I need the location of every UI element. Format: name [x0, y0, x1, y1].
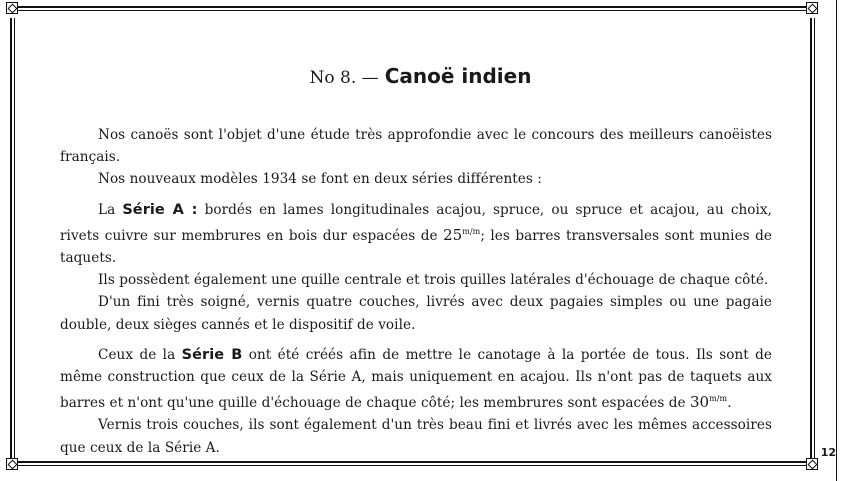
- paragraph-serie-a: [60, 199, 772, 270]
- serie-a-spacing-unit: m/m: [462, 226, 481, 236]
- corner-ornament-top-right: [806, 2, 818, 14]
- paragraph-intro: Nos canoës sont l'objet d'une étude très approfondie avec le concours des meilleurs canoëistes français.: [60, 127, 772, 166]
- serie-a-tail: ; les barres transversales sont munies de taquets.: [60, 227, 773, 267]
- frame-top-line: [18, 6, 810, 8]
- serie-a-spacing: [443, 226, 480, 244]
- paragraph-serie-b: [60, 344, 772, 415]
- corner-ornament-bottom-right: [806, 458, 818, 470]
- frame-bottom-line-inner: [18, 465, 810, 466]
- serie-a-spacing-value: 25: [443, 225, 463, 244]
- paragraph-serie-b-finish: Vernis trois couches, ils sont également d'un très beau fini et livrés avec les mêmes accessoires que ceux de la Série A.: [60, 417, 772, 456]
- serie-b-spacing-unit: m/m: [709, 394, 728, 404]
- serie-b-spacing-value: 30: [689, 393, 710, 412]
- serie-b-tail: .: [727, 395, 732, 412]
- serie-b-spacing: [690, 393, 727, 411]
- serie-b-label: Série B: [181, 346, 243, 363]
- paragraph-finish: D'un fini très soigné, vernis quatre couches, livrés avec deux pagaies simples ou une pagaie double, deux sièges cannés et le dispositif de voile.: [60, 294, 772, 333]
- title-name: Canoë indien: [384, 64, 532, 88]
- serie-b-text: ont été créés afin de mettre le canotage à la portée de tous. Ils sont de même construction que ceux de la Série A, mais uniquement en acajou. Ils n'ont pas de taquets aux barres et n'ont qu'une quille d'échouage de chaque côté; les membrures sont espacées de: [60, 346, 772, 412]
- document-body: [60, 124, 772, 459]
- corner-ornament-bottom-left: [6, 458, 18, 470]
- frame-bottom-line: [18, 461, 810, 463]
- frame-top-line-inner: [18, 10, 810, 11]
- page-number: 12: [820, 446, 836, 459]
- serie-a-label: Série A :: [122, 201, 198, 218]
- page-title: [0, 64, 841, 88]
- paragraph-series-intro: Nos nouveaux modèles 1934 se font en deux séries différentes :: [98, 171, 542, 188]
- title-number: No 8. —: [309, 68, 379, 88]
- serie-a-lead: La: [98, 201, 116, 218]
- serie-b-lead: Ceux de la: [98, 346, 176, 363]
- serie-a-text: bordés en lames longitudinales acajou, spruce, ou spruce et acajou, au choix, rivets cuivre sur membrures en bois dur espacées de: [60, 201, 773, 244]
- corner-ornament-top-left: [6, 2, 18, 14]
- paragraph-keels: Ils possèdent également une quille centrale et trois quilles latérales d'échouage de chaque côté.: [98, 272, 769, 289]
